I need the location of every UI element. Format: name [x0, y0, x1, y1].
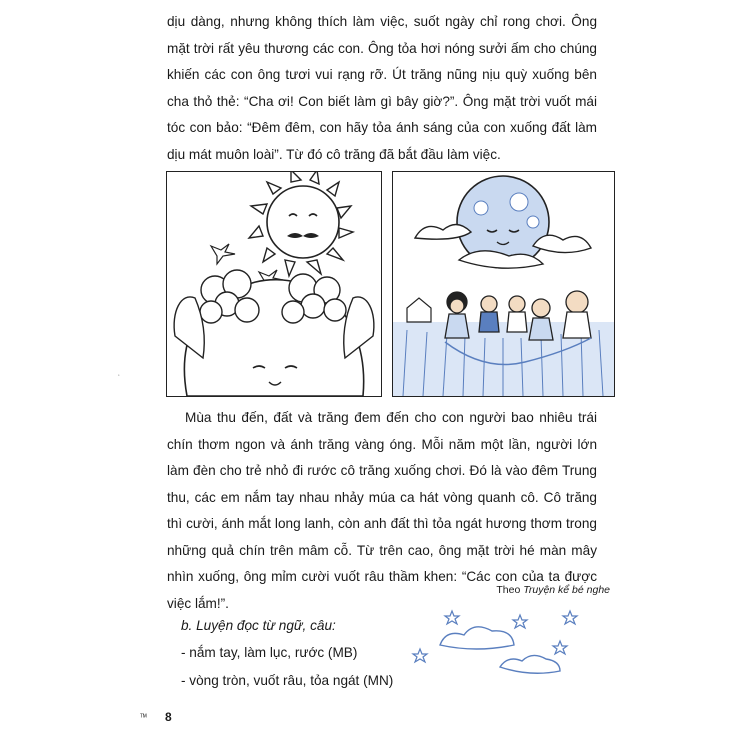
margin-mark: ʻ — [118, 373, 120, 382]
practice-heading: b. Luyện đọc từ ngữ, câu: — [181, 618, 336, 633]
sun-earth-drawing — [167, 172, 381, 396]
story-source — [496, 584, 610, 596]
page-number: 8 — [165, 710, 172, 724]
children — [445, 291, 591, 340]
story-paragraph-1: dịu dàng, nhưng không thích làm việc, suốt ngày chỉ rong chơi. Ông mặt trời rất yêu thương các con. Ông tỏa hơi nóng sưởi ấm cho chúng khiến các con ông tươi vui rạng rỡ. Út trăng nũng nịu quỳ xuống bên cha thỏ thẻ: “Cha ơi! Con biết làm gì bây giờ?”. Ông mặt trời vuốt mái tóc con bảo: “Đêm đêm, con hãy tỏa ánh sáng của con xuống đất làm dịu mát muôn loài”. Từ đó cô trăng đã bắt đầu làm việc. — [167, 14, 597, 162]
clouds-stars-decoration — [410, 605, 590, 685]
sun-face — [267, 186, 339, 258]
bird-1 — [211, 244, 235, 264]
illustration-moon-children — [392, 171, 615, 397]
practice-item: - vòng tròn, vuốt râu, tỏa ngát (MN) — [181, 673, 394, 688]
cloud-right — [533, 235, 591, 252]
moon-children-drawing — [393, 172, 614, 396]
source-title: Truyện kể bé nghe — [523, 584, 610, 596]
house — [407, 298, 431, 322]
story-paragraph-2: Mùa thu đến, đất và trăng đem đến cho con người bao nhiêu trái chín thơm ngon và ánh trăng vàng óng. Mỗi năm một lần, người lớn làm đèn cho trẻ nhỏ đi rước cô trăng xuống chơi. Đó là vào đêm Trung thu, các em nắm tay nhau nhảy múa ca hát vòng quanh cô. Cô trăng thì cười, ánh mắt long lanh, còn anh đất thì tỏa ngát hương thơm trong những quả chín trên mâm cỗ. Từ trên cao, ông mặt trời hé màn mây nhìn xuống, ông mỉm cười vuốt râu thầm khen: “Các con của ta được việc lắm!”. — [167, 410, 597, 611]
illustration-sun-earth — [166, 171, 382, 397]
source-prefix: Theo — [496, 584, 521, 596]
corner-mark: ᵀᴹ — [140, 714, 147, 721]
practice-item: - nắm tay, làm lục, rước (MB) — [181, 645, 358, 660]
